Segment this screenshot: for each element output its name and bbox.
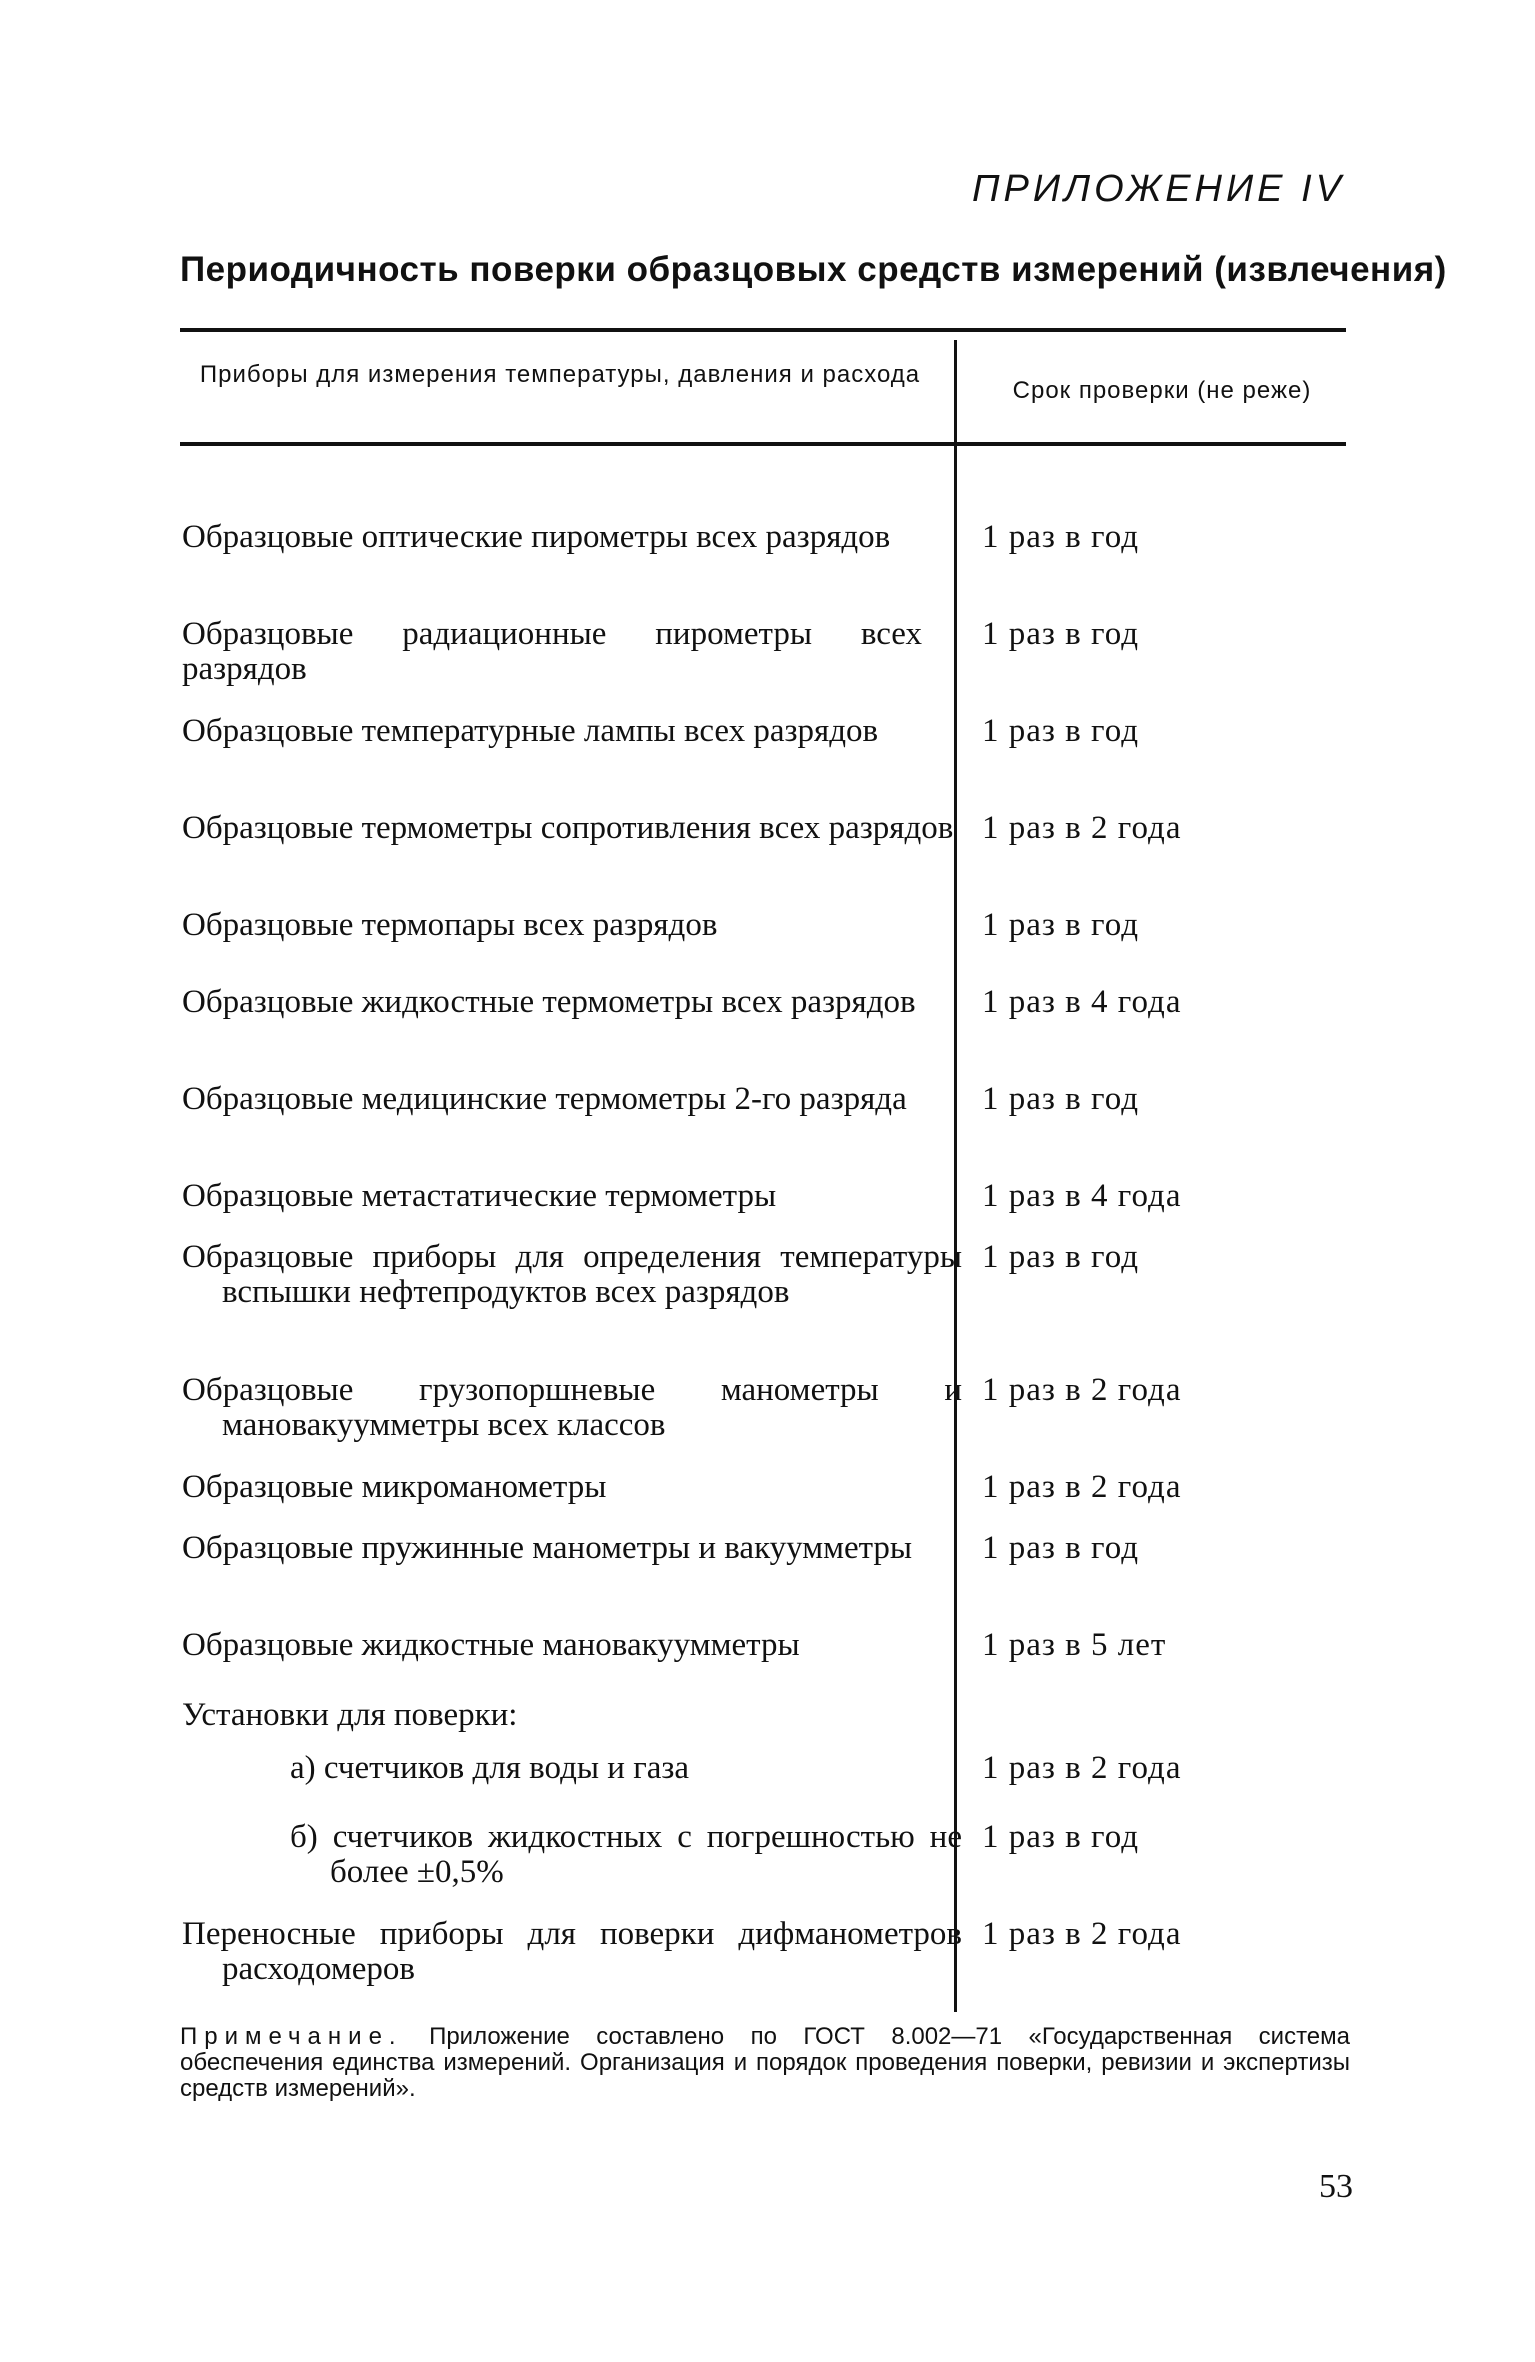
instrument-name: Образцовые жидкостные термометры всех разрядов: [182, 984, 916, 1020]
table-header-rule: [180, 442, 1346, 446]
verification-period: 1 раз в 2 года: [982, 1916, 1182, 1952]
instrument-name: Образцовые микроманометры: [182, 1469, 607, 1505]
instrument-name: Установки для поверки:: [182, 1697, 518, 1733]
footnote-text: Приложение составлено по ГОСТ 8.002—71 «Государственная система обеспечения единства измерений. Организация и порядок проведения поверки, ревизии и экспертизы средств измерений».: [180, 2023, 1350, 2102]
verification-period: 1 раз в год: [982, 907, 1140, 943]
footnote: [180, 2024, 1350, 2102]
instrument-name: Образцовые пружинные манометры и вакуумметры: [182, 1530, 913, 1566]
instrument-name: Образцовые метастатические термометры: [182, 1178, 777, 1214]
table-top-rule: [180, 328, 1346, 332]
instrument-name: Образцовые медицинские термометры 2-го разряда: [182, 1081, 907, 1117]
verification-period: 1 раз в год: [982, 1239, 1140, 1275]
instrument-name: Переносные приборы для поверки дифманометров расходомеров: [182, 1916, 962, 1987]
verification-period: 1 раз в год: [982, 1081, 1140, 1117]
instrument-name: Образцовые жидкостные мановакуумметры: [182, 1627, 800, 1663]
instrument-name: Образцовые температурные лампы всех разрядов: [182, 713, 879, 749]
verification-period: 1 раз в 4 года: [982, 1178, 1182, 1214]
verification-period: 1 раз в 2 года: [982, 810, 1182, 846]
verification-period: 1 раз в 2 года: [982, 1469, 1182, 1505]
instrument-name: Образцовые приборы для определения температуры вспышки нефтепродуктов всех разрядов: [182, 1239, 962, 1310]
instrument-name: б) счетчиков жидкостных с погрешностью не более ±0,5%: [290, 1819, 962, 1890]
column-header-instruments: Приборы для измерения температуры, давления и расхода: [199, 361, 921, 388]
instrument-name: Образцовые грузопоршневые манометры и мановакуумметры всех классов: [182, 1372, 962, 1443]
page-title: Периодичность поверки образцовых средств измерений (извлечения): [180, 250, 1447, 289]
column-header-period: Срок проверки (не реже): [1012, 377, 1312, 404]
verification-period: 1 раз в год: [982, 616, 1140, 652]
instrument-name: Образцовые термопары всех разрядов: [182, 907, 718, 943]
verification-period: 1 раз в год: [982, 519, 1140, 555]
instrument-name: Образцовые оптические пирометры всех разрядов: [182, 519, 891, 555]
page-number: 53: [1319, 2168, 1353, 2205]
instrument-name: а) счетчиков для воды и газа: [290, 1750, 690, 1786]
verification-period: 1 раз в 4 года: [982, 984, 1182, 1020]
instrument-name: Образцовые радиационные пирометры всех разрядов: [182, 616, 922, 687]
verification-period: 1 раз в 2 года: [982, 1372, 1182, 1408]
appendix-label: ПРИЛОЖЕНИЕ IV: [971, 168, 1345, 210]
verification-period: 1 раз в 5 лет: [982, 1627, 1167, 1663]
instrument-name: Образцовые термометры сопротивления всех разрядов: [182, 810, 954, 846]
footnote-label: Примечание.: [180, 2023, 403, 2050]
verification-period: 1 раз в год: [982, 713, 1140, 749]
verification-period: 1 раз в год: [982, 1819, 1140, 1855]
verification-period: 1 раз в 2 года: [982, 1750, 1182, 1786]
verification-period: 1 раз в год: [982, 1530, 1140, 1566]
